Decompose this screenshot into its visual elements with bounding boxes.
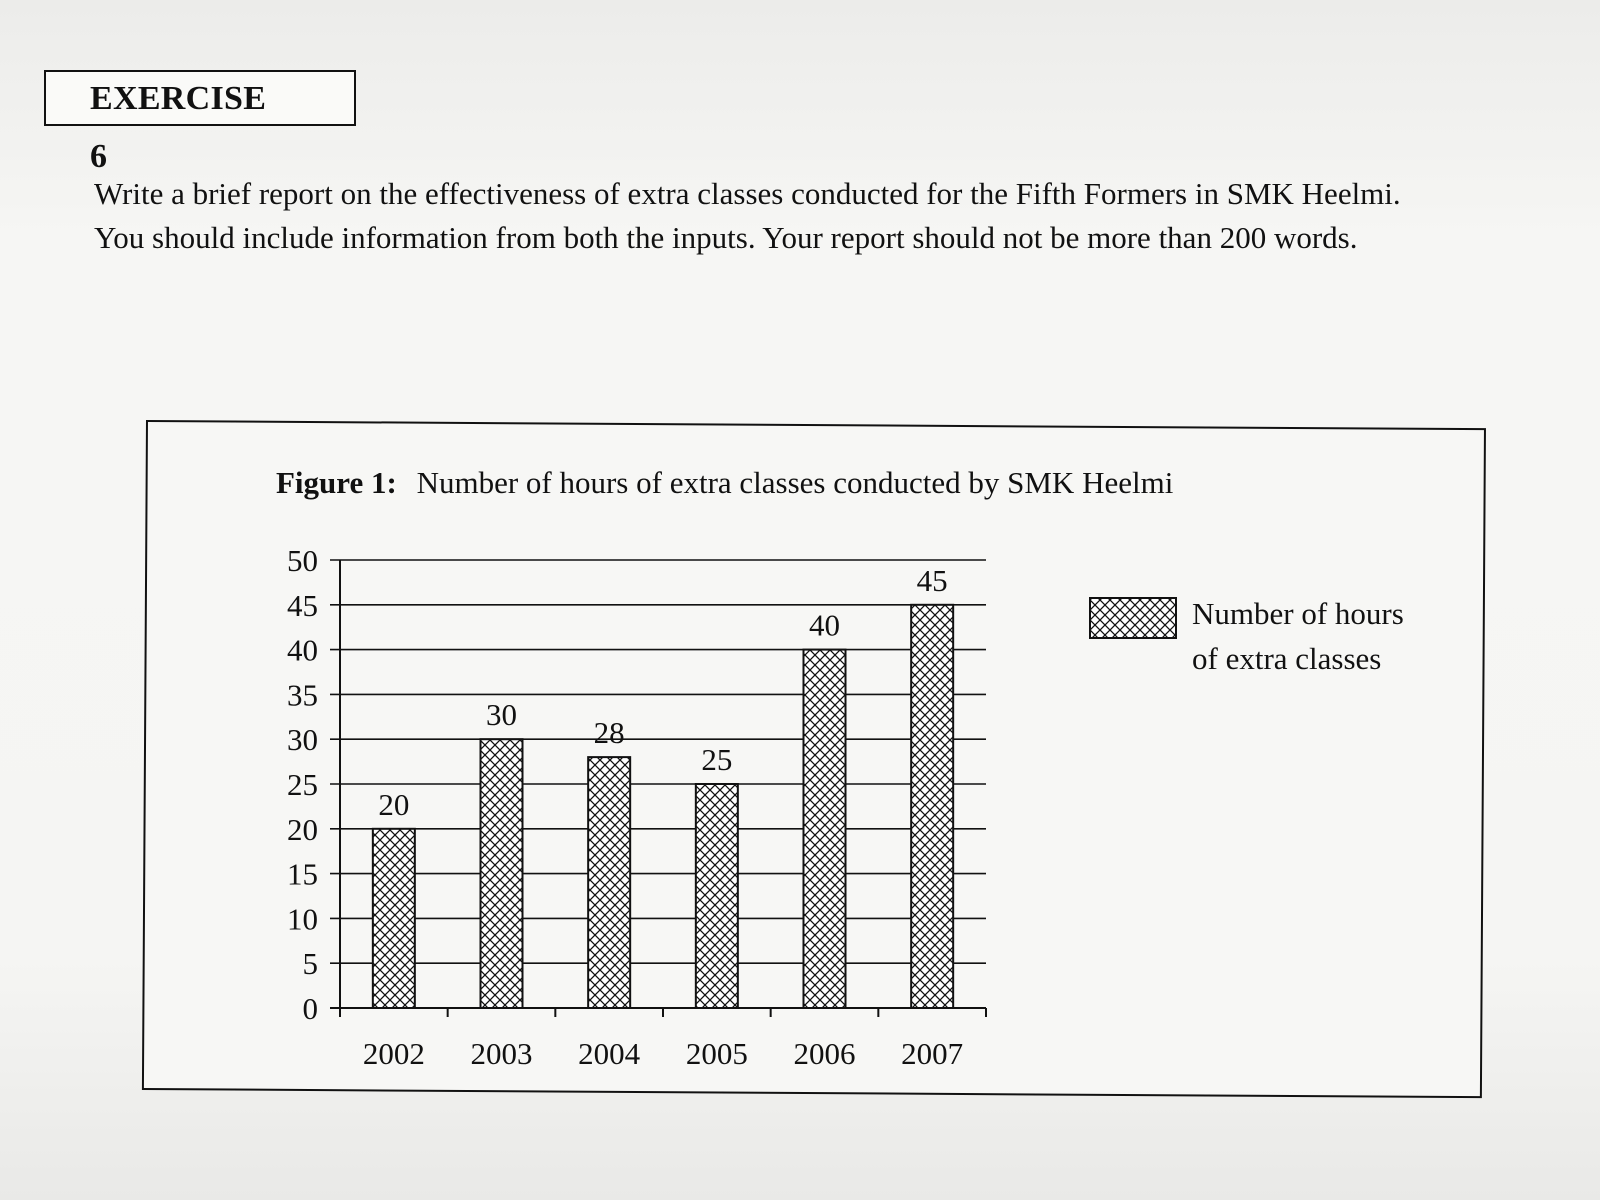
data-label: 20	[378, 786, 410, 822]
legend-label-line2: of extra classes	[1192, 641, 1382, 676]
x-tick-label: 2005	[685, 1036, 748, 1071]
figure-caption	[276, 465, 1174, 500]
data-label: 25	[701, 742, 733, 777]
figure-caption-text: Number of hours of extra classes conducted by SMK Heelmi	[416, 465, 1174, 500]
y-tick-label: 45	[287, 587, 318, 623]
legend-label-line1: Number of hours	[1192, 596, 1404, 631]
data-labels	[378, 563, 947, 822]
y-tick-label: 25	[287, 767, 318, 802]
bar	[911, 605, 953, 1008]
x-tick-labels	[363, 1036, 963, 1071]
x-tick-label: 2006	[793, 1036, 856, 1071]
y-tick-label: 15	[287, 856, 318, 892]
instruction-line-2: You should include information from both the inputs. Your report should not be more than 200 words.	[94, 220, 1358, 255]
y-tick-labels	[287, 543, 318, 1026]
legend	[1090, 596, 1404, 676]
bar	[481, 739, 523, 1008]
y-tick-label: 0	[302, 991, 318, 1026]
data-label: 45	[916, 562, 948, 598]
x-tick-label: 2003	[470, 1036, 533, 1071]
x-tick-label: 2002	[362, 1036, 425, 1071]
y-tick-label: 35	[287, 677, 318, 713]
bar	[373, 829, 415, 1008]
bar	[588, 757, 630, 1008]
x-tick-label: 2007	[901, 1036, 964, 1071]
legend-swatch	[1090, 598, 1176, 638]
y-tick-label: 50	[287, 543, 318, 578]
data-label: 28	[593, 715, 625, 751]
x-tick-label: 2004	[578, 1036, 641, 1071]
grid-lines	[330, 560, 986, 963]
exercise-title: EXERCISE 6	[90, 80, 267, 175]
figure-caption-label: Figure 1:	[276, 465, 397, 500]
y-tick-label: 10	[287, 901, 318, 937]
y-tick-label: 20	[287, 811, 318, 847]
bar	[804, 650, 846, 1008]
bars	[373, 605, 953, 1008]
instruction-line-1: Write a brief report on the effectiveness of extra classes conducted for the Fifth Formers in SMK Heelmi.	[94, 176, 1401, 211]
y-tick-label: 5	[302, 946, 318, 982]
bar	[696, 784, 738, 1008]
y-tick-label: 40	[287, 632, 318, 668]
data-label: 40	[809, 607, 840, 643]
data-label: 30	[486, 697, 517, 733]
y-tick-label: 30	[287, 722, 318, 758]
axes	[330, 560, 986, 1017]
